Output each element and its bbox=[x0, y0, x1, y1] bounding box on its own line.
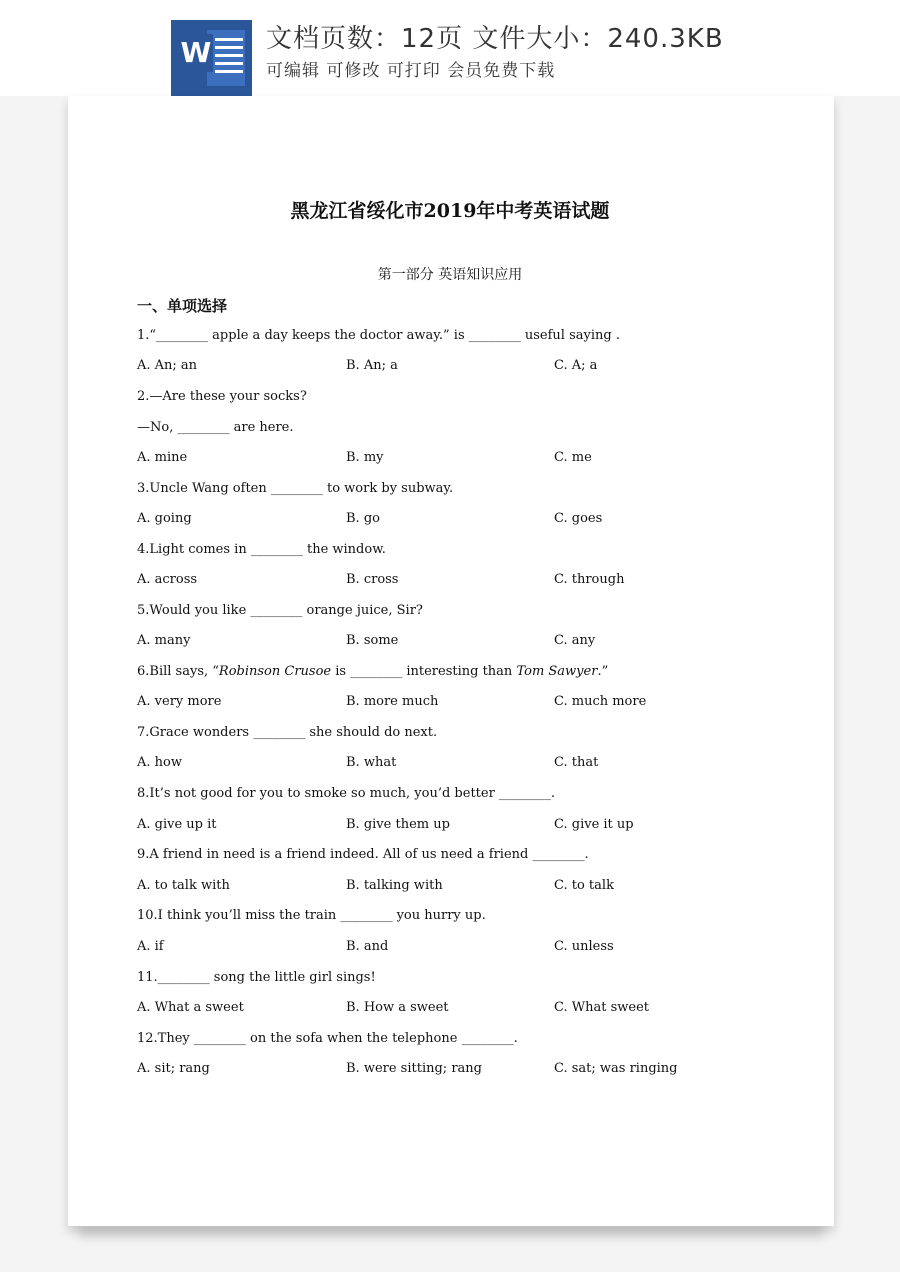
option-c: C. What sweet bbox=[554, 1000, 649, 1015]
option-a: A. give up it bbox=[137, 817, 217, 832]
option-c: C. give it up bbox=[554, 817, 634, 832]
option-a: A. sit; rang bbox=[137, 1061, 210, 1076]
option-b: B. give them up bbox=[346, 817, 450, 832]
banner-subtitle: 可编辑 可修改 可打印 会员免费下载 bbox=[266, 61, 556, 81]
question-2: 2.—Are these your socks? bbox=[137, 389, 307, 404]
question-5: 5.Would you like ________ orange juice, Sir? bbox=[137, 603, 423, 618]
option-a: A. An; an bbox=[137, 358, 198, 373]
question-7: 7.Grace wonders ________ she should do next. bbox=[137, 725, 438, 740]
option-b: B. what bbox=[346, 755, 397, 770]
option-a: A. across bbox=[137, 572, 198, 587]
download-banner bbox=[0, 0, 900, 96]
option-c: C. goes bbox=[554, 511, 603, 526]
option-a: A. What a sweet bbox=[137, 1000, 244, 1015]
option-a: A. going bbox=[137, 511, 192, 526]
question-10: 10.I think you’ll miss the train ________ you hurry up. bbox=[137, 908, 486, 923]
option-b: B. my bbox=[346, 450, 384, 465]
option-a: A. how bbox=[137, 755, 182, 770]
question-6 bbox=[137, 664, 608, 679]
option-b: B. How a sweet bbox=[346, 1000, 449, 1015]
option-c: C. sat; was ringing bbox=[554, 1061, 678, 1076]
word-letter: W bbox=[179, 34, 213, 72]
part-title: 第一部分 英语知识应用 bbox=[377, 267, 523, 283]
question-3: 3.Uncle Wang often ________ to work by subway. bbox=[137, 481, 454, 496]
question-8: 8.It’s not good for you to smoke so much, you’d better ________. bbox=[137, 786, 556, 801]
option-c: C. unless bbox=[554, 939, 614, 954]
document-title: 黑龙江省绥化市2019年中考英语试题 bbox=[290, 200, 610, 222]
option-c: C. to talk bbox=[554, 878, 614, 893]
option-a: A. many bbox=[137, 633, 191, 648]
word-document-icon bbox=[171, 20, 252, 96]
option-c: C. much more bbox=[554, 694, 647, 709]
option-a: A. if bbox=[137, 939, 164, 954]
question-9: 9.A friend in need is a friend indeed. All of us need a friend ________. bbox=[137, 847, 589, 862]
question-6-pre: 6.Bill says, “ bbox=[137, 664, 219, 679]
option-b: B. more much bbox=[346, 694, 439, 709]
option-b: B. go bbox=[346, 511, 380, 526]
option-b: B. and bbox=[346, 939, 389, 954]
option-b: B. An; a bbox=[346, 358, 398, 373]
option-c: C. me bbox=[554, 450, 592, 465]
option-b: B. some bbox=[346, 633, 399, 648]
book-title-1: Robinson Crusoe bbox=[218, 664, 332, 679]
option-a: A. to talk with bbox=[137, 878, 230, 893]
option-c: C. that bbox=[554, 755, 599, 770]
question-2-reply: —No, ________ are here. bbox=[137, 420, 294, 435]
option-b: B. cross bbox=[346, 572, 399, 587]
question-11: 11.________ song the little girl sings! bbox=[137, 970, 376, 985]
question-12: 12.They ________ on the sofa when the telephone ________. bbox=[137, 1031, 518, 1046]
option-c: C. through bbox=[554, 572, 625, 587]
option-c: C. A; a bbox=[554, 358, 598, 373]
section-title: 一、单项选择 bbox=[137, 297, 228, 315]
option-a: A. very more bbox=[137, 694, 222, 709]
question-6-mid: is ________ interesting than bbox=[331, 664, 517, 679]
book-title-2: Tom Sawyer bbox=[516, 664, 598, 679]
question-6-post: .” bbox=[597, 664, 609, 679]
text-lines-icon bbox=[215, 38, 243, 78]
option-b: B. were sitting; rang bbox=[346, 1061, 482, 1076]
question-4: 4.Light comes in ________ the window. bbox=[137, 542, 386, 557]
question-1: 1.“________ apple a day keeps the doctor away.” is ________ useful saying . bbox=[137, 328, 620, 343]
option-c: C. any bbox=[554, 633, 596, 648]
option-a: A. mine bbox=[137, 450, 188, 465]
banner-title: 文档页数：12页 文件大小：240.3KB bbox=[266, 24, 724, 54]
option-b: B. talking with bbox=[346, 878, 443, 893]
paper-shadow bbox=[80, 1226, 822, 1244]
